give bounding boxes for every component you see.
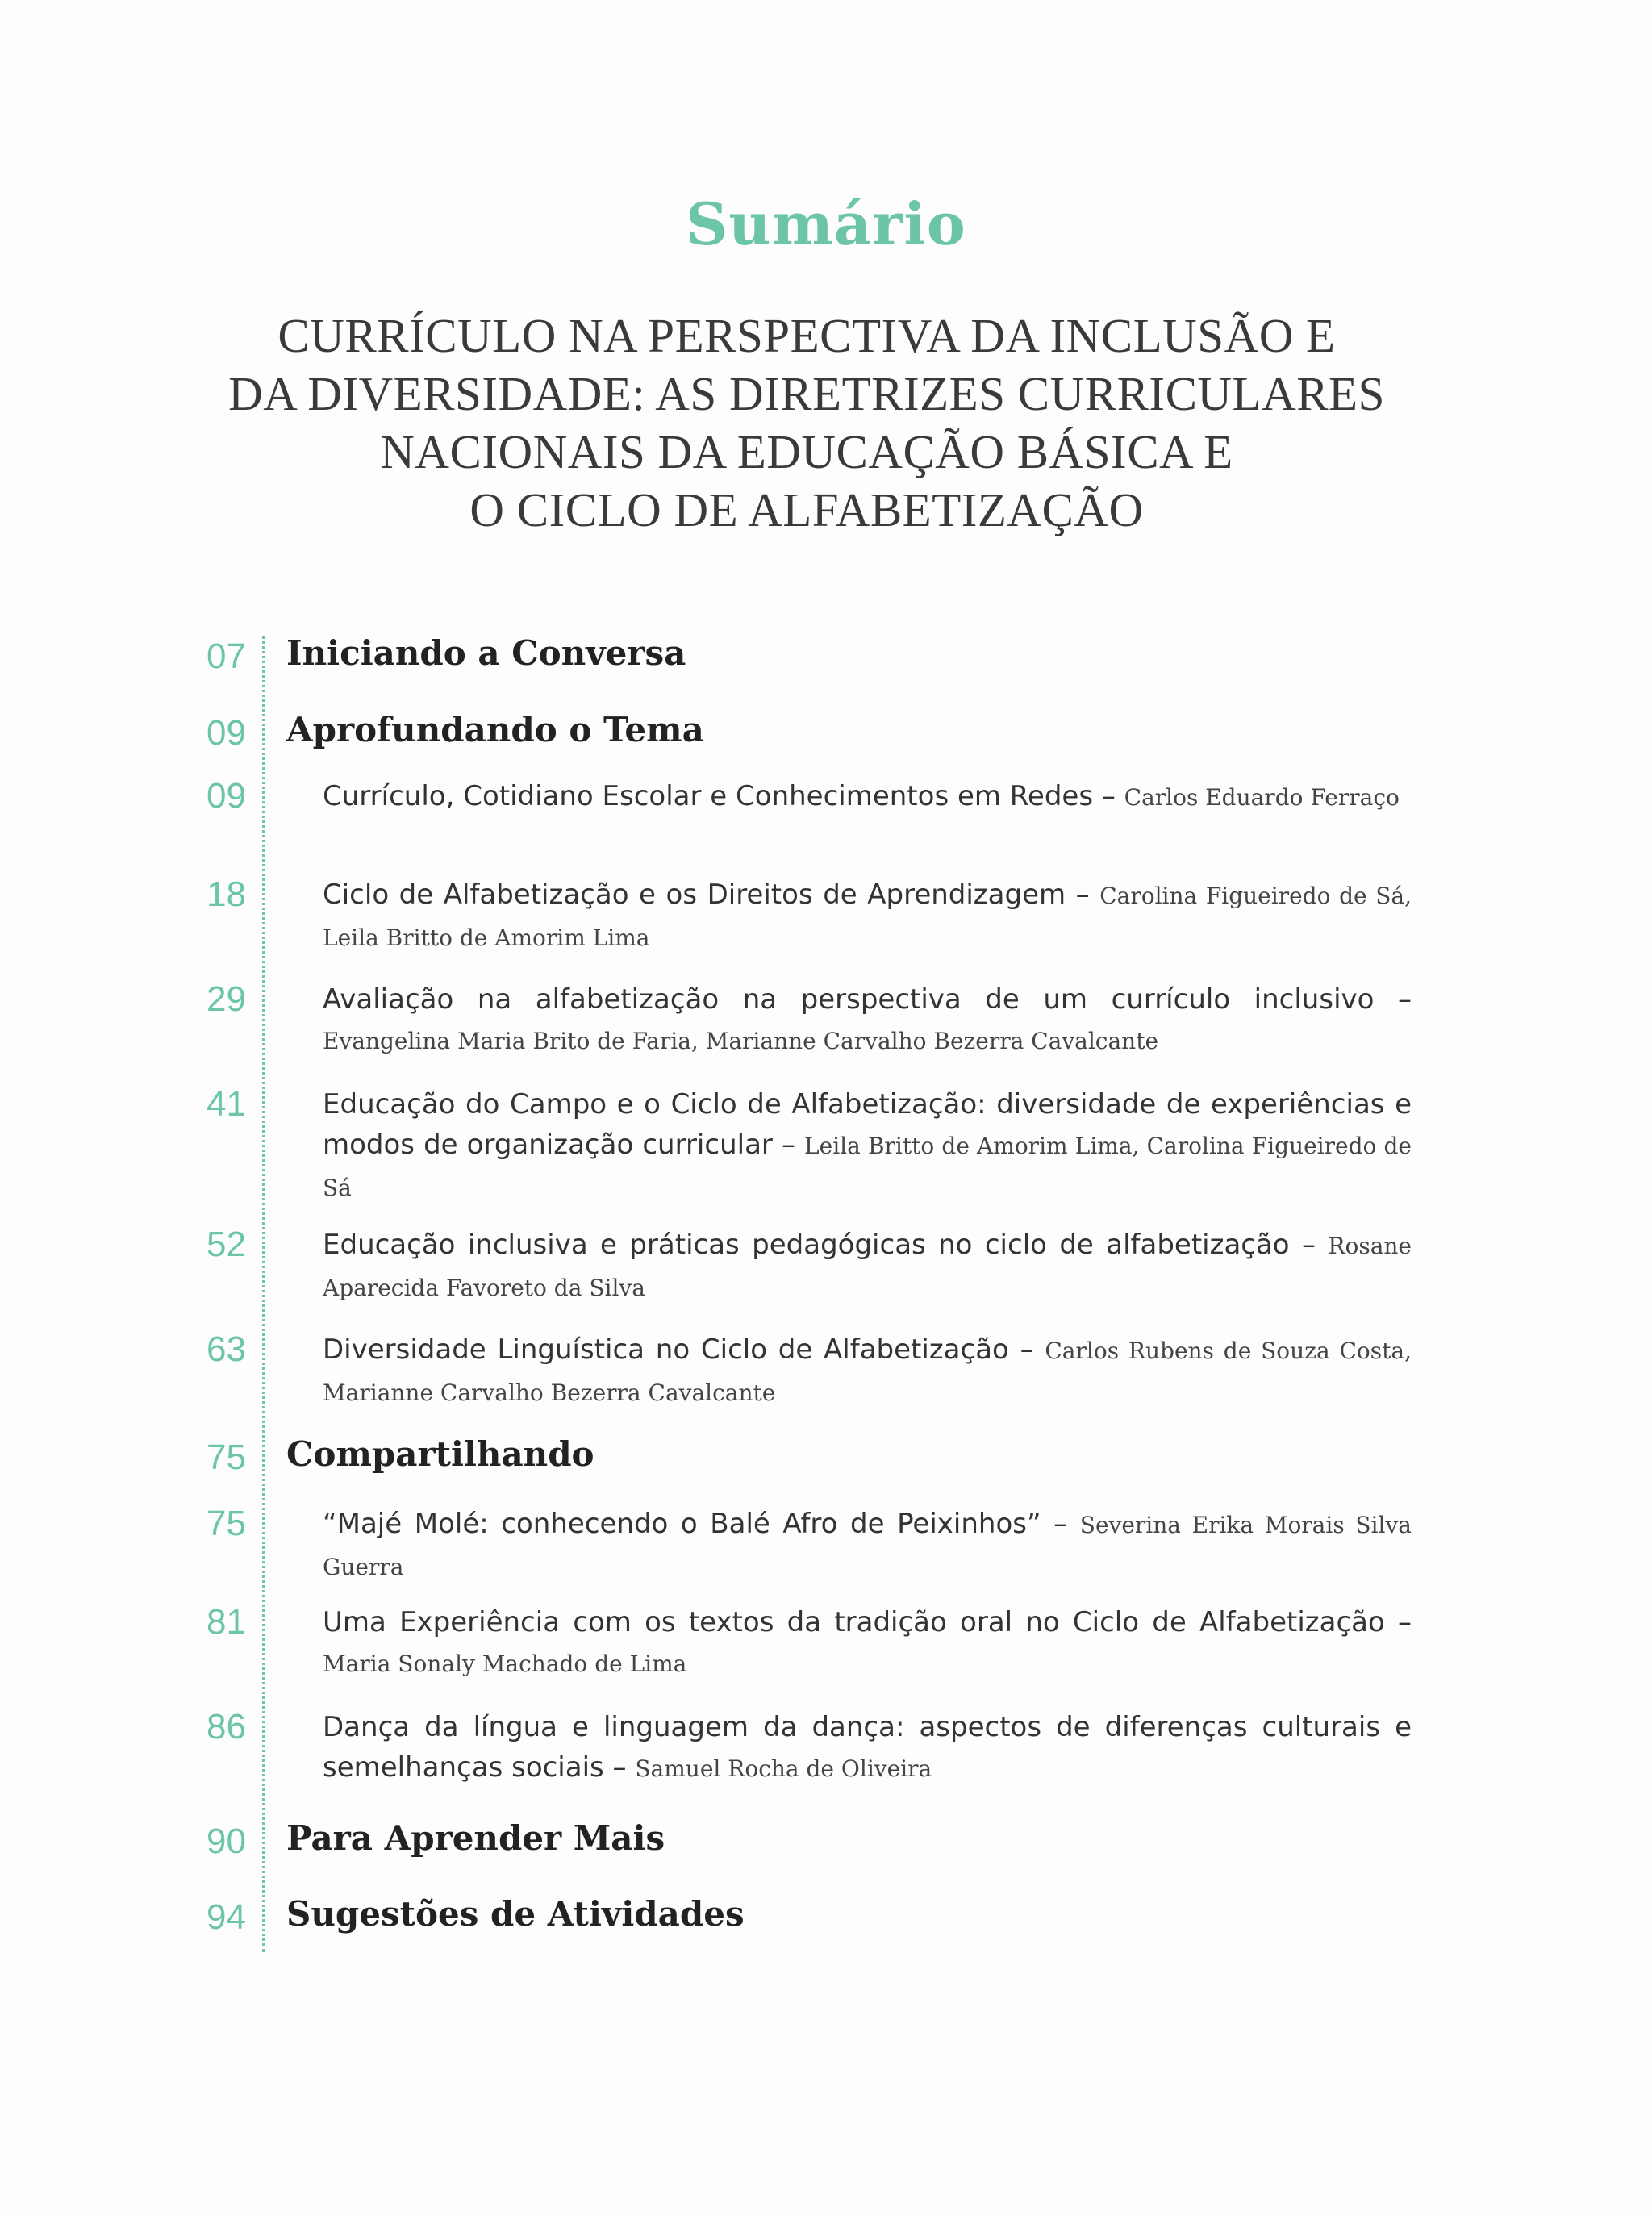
subtitle-line: CURRÍCULO NA PERSPECTIVA DA INCLUSÃO E	[277, 309, 1336, 362]
entry-title: Educação do Campo e o Ciclo de Alfabetização: diversidade de experiências e modos de organização curricular –	[323, 1088, 1412, 1161]
entry-title: Currículo, Cotidiano Escolar e Conhecimentos em Redes –	[323, 780, 1124, 812]
page-number: 09	[206, 776, 246, 816]
entry-title: Ciclo de Alfabetização e os Direitos de Aprendizagem –	[323, 878, 1100, 911]
entry-text	[323, 1329, 1412, 1413]
subtitle-line: O CICLO DE ALFABETIZAÇÃO	[469, 483, 1144, 536]
section-title: Sugestões de Atividades	[286, 1894, 745, 1934]
section-title: Para Aprender Mais	[286, 1818, 665, 1858]
page-number: 41	[206, 1084, 246, 1124]
section-title: Iniciando a Conversa	[286, 633, 686, 673]
entry-title: “Majé Molé: conhecendo o Balé Afro de Peixinhos” –	[323, 1508, 1080, 1540]
entry-text	[323, 776, 1412, 818]
page-number: 63	[206, 1329, 246, 1369]
section-title: Compartilhando	[286, 1434, 594, 1474]
entry-author: Severina Erika Morais Silva Guerra	[323, 1512, 1412, 1580]
page-number: 18	[206, 874, 246, 914]
page-number: 07	[206, 636, 246, 676]
page-number: 86	[206, 1707, 246, 1747]
section-title: Aprofundando o Tema	[286, 710, 704, 749]
page-number: 52	[206, 1225, 246, 1264]
entry-author: Rosane Aparecida Favoreto da Silva	[323, 1233, 1412, 1301]
entry-author: Carolina Figueiredo de Sá, Leila Britto de Amorim Lima	[323, 883, 1412, 951]
page-number: 90	[206, 1822, 246, 1861]
entry-text	[323, 1707, 1412, 1789]
page-number: 75	[206, 1438, 246, 1477]
entry-text	[323, 1602, 1412, 1684]
page-number: 75	[206, 1504, 246, 1543]
entry-text	[323, 874, 1412, 958]
entry-author: Carlos Eduardo Ferraço	[1124, 784, 1400, 811]
subtitle-line: DA DIVERSIDADE: AS DIRETRIZES CURRICULARES	[228, 367, 1385, 420]
entry-text	[323, 1225, 1412, 1308]
entry-text	[323, 979, 1412, 1062]
entry-author: Samuel Rocha de Oliveira	[635, 1755, 932, 1782]
page-number: 09	[206, 713, 246, 753]
page-number: 81	[206, 1602, 246, 1642]
entry-text	[323, 1504, 1412, 1588]
page-title: Sumário	[686, 190, 966, 258]
entry-author: Carlos Rubens de Souza Costa, Marianne Carvalho Bezerra Cavalcante	[323, 1338, 1412, 1406]
entry-author: Evangelina Maria Brito de Faria, Marianne Carvalho Bezerra Cavalcante	[323, 1028, 1159, 1054]
entry-text	[323, 1084, 1412, 1208]
page-number: 29	[206, 979, 246, 1019]
entry-title: Avaliação na alfabetização na perspectiva de um currículo inclusivo –	[323, 983, 1412, 1016]
entry-author: Maria Sonaly Machado de Lima	[323, 1651, 687, 1677]
entry-title: Uma Experiência com os textos da tradição oral no Ciclo de Alfabetização –	[323, 1606, 1412, 1638]
entry-author: Leila Britto de Amorim Lima, Carolina Figueiredo de Sá	[323, 1133, 1412, 1201]
entry-title: Educação inclusiva e práticas pedagógicas no ciclo de alfabetização –	[323, 1229, 1329, 1261]
dotted-divider	[262, 636, 265, 1952]
entry-title: Dança da língua e linguagem da dança: aspectos de diferenças culturais e semelhanças sociais –	[323, 1711, 1412, 1784]
page-number: 94	[206, 1897, 246, 1937]
subtitle-line: NACIONAIS DA EDUCAÇÃO BÁSICA E	[380, 425, 1233, 478]
entry-title: Diversidade Linguística no Ciclo de Alfabetização –	[323, 1333, 1045, 1366]
